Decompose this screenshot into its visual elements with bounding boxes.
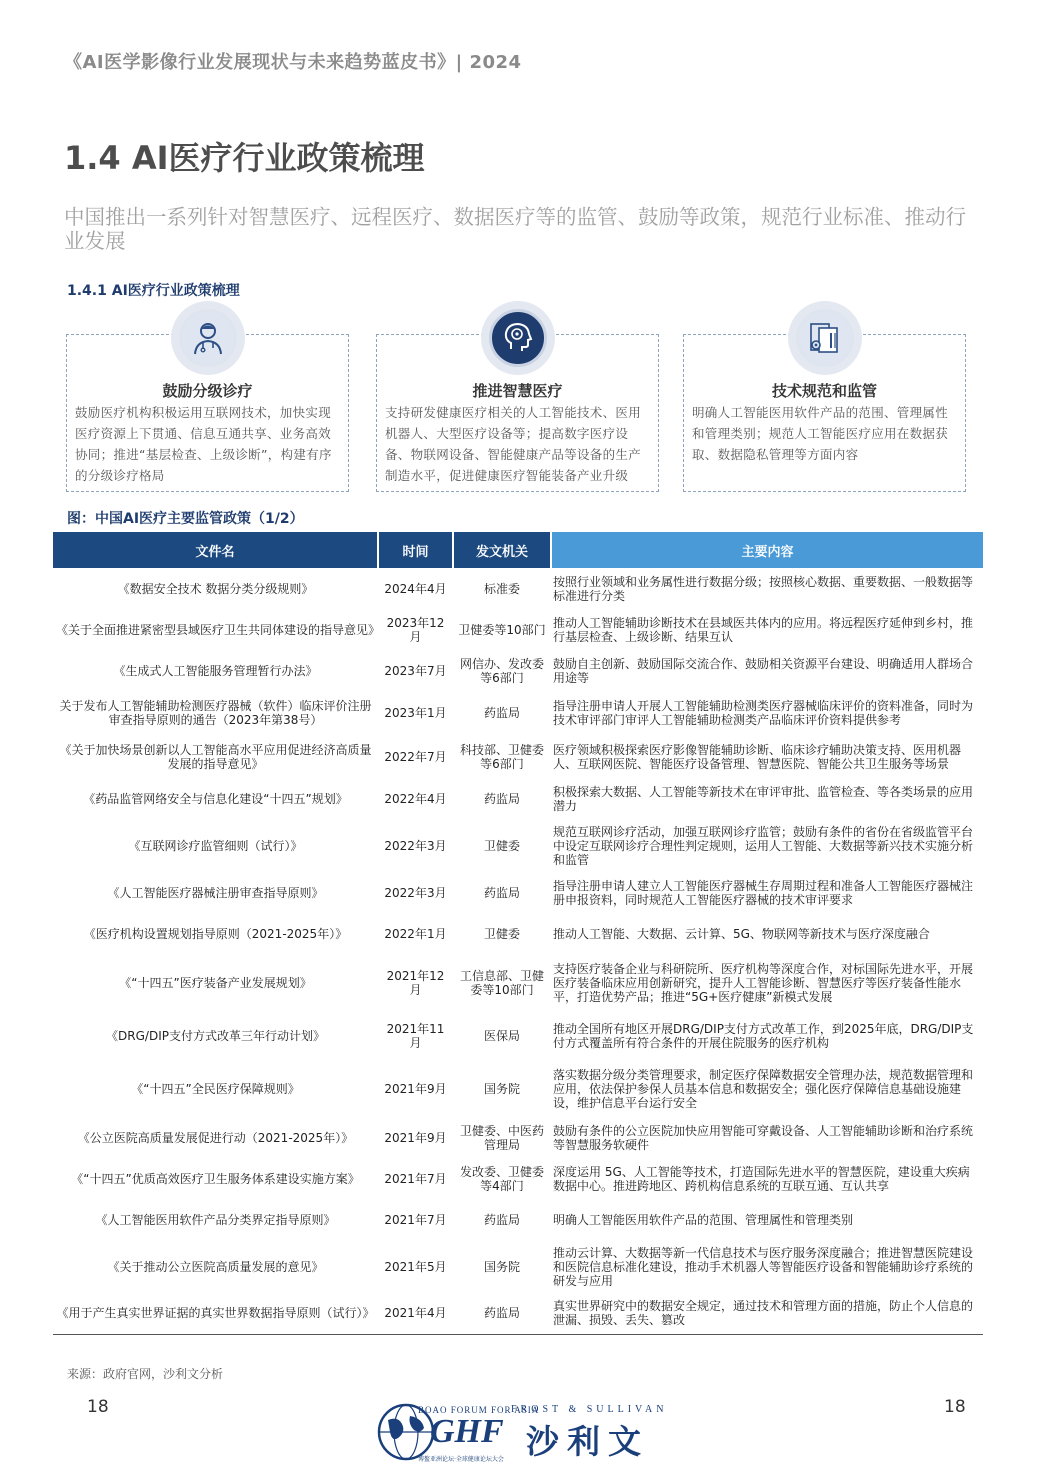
policy-date-cell: 2022年3月 <box>384 838 447 853</box>
policy-date-cell: 2021年4月 <box>378 1293 453 1334</box>
policy-date-cell: 2023年1月 <box>384 706 447 720</box>
policy-card-standards-regulation <box>683 334 966 492</box>
policy-name-cell: 《生成式人工智能服务管理暂行办法》 <box>113 663 318 678</box>
card-title: 鼓励分级诊疗 <box>162 382 253 400</box>
policy-content-cell: 医疗领域积极探索医疗影像智能辅助诊断、临床诊疗辅助决策支持、医用机器人、互联网医院、智能医疗设备管理、智慧医院、智能公共卫生服务等场景 <box>553 743 962 771</box>
policy-content-cell: 指导注册申请人开展人工智能辅助检测类医疗器械临床评价的资料准备，同时为技术审评部门审评人工智能辅助检测类产品临床评价资料提供参考 <box>553 699 974 727</box>
policy-date-cell: 2021年12月 <box>386 968 445 997</box>
policy-date-cell: 2022年1月 <box>384 926 447 941</box>
policy-content-cell: 推动人工智能、大数据、云计算、5G、物联网等新技术与医疗深度融合 <box>553 926 930 941</box>
policy-content-cell: 积极探索大数据、人工智能等新技术在审评审批、监管检查、等各类场景的应用潜力 <box>553 784 974 813</box>
policy-card-smart-healthcare <box>376 334 659 492</box>
frost-sullivan-logo-cn: 沙利文 <box>526 1422 649 1461</box>
policy-issuer-cell: 发改委、卫健委等4部门 <box>459 1164 544 1193</box>
policy-content-cell: 鼓励自主创新、鼓励国际交流合作、鼓励相关资源平台建设、明确适用人群场合用途等 <box>553 656 974 685</box>
sub-heading: 1.4.1 AI医疗行业政策梳理 <box>67 283 240 299</box>
policy-name-cell: 《DRG/DIP支付方式改革三年行动计划》 <box>106 1028 325 1043</box>
page-number-right: 18 <box>944 1397 966 1417</box>
table-row <box>53 691 983 735</box>
page-number-left: 18 <box>87 1397 109 1417</box>
policy-issuer-cell: 药监局 <box>483 791 520 806</box>
policy-name-cell: 《公立医院高质量发展促进行动（2021-2025年）》 <box>77 1130 354 1145</box>
policy-issuer-cell: 卫健委 <box>483 926 520 941</box>
ai-brain-icon <box>481 301 555 375</box>
card-text: 支持研发健康医疗相关的人工智能技术、医用机器人、大型医疗设备等；提高数字医疗设备、物联网设备、智能健康产品等设备的生产制造水平，促进健康医疗智能装备产业升级 <box>385 405 642 483</box>
column-header-issuer: 发文机关 <box>453 532 551 568</box>
policy-date-cell: 2023年12月 <box>386 615 445 644</box>
policy-issuer-cell: 卫健委、中医药管理局 <box>459 1123 544 1152</box>
table-row <box>53 735 983 779</box>
policy-date-cell: 2021年5月 <box>384 1259 447 1274</box>
policy-issuer-cell: 科技部、卫健委等6部门 <box>459 743 544 771</box>
document-header: 《AI医学影像行业发展现状与未来趋势蓝皮书》| 2024 <box>64 52 522 73</box>
doctor-icon <box>171 301 245 375</box>
policy-date-cell: 2021年9月 <box>384 1081 447 1096</box>
policy-content-cell: 按照行业领域和业务属性进行数据分级；按照核心数据、重要数据、一般数据等标准进行分类 <box>553 574 974 603</box>
policy-issuer-cell: 药监局 <box>483 886 520 900</box>
policy-date-cell: 2022年7月 <box>384 750 447 764</box>
policy-content-cell: 推动全国所有地区开展DRG/DIP支付方式改革工作，到2025年底，DRG/DIP支付方式覆盖所有符合条件的开展住院服务的医疗机构 <box>553 1021 974 1050</box>
policy-name-cell: 《关于加快场景创新以人工智能高水平应用促进经济高质量发展的指导意见》 <box>59 743 372 771</box>
table-row <box>53 1240 983 1293</box>
policy-date-cell: 2021年7月 <box>384 1212 447 1227</box>
policy-date-cell: 2021年9月 <box>384 1130 447 1145</box>
section-subtitle: 中国推出一系列针对智慧医疗、远程医疗、数据医疗等的监管、鼓励等政策，规范行业标准、推动行业发展 <box>64 205 966 253</box>
table-row <box>53 609 983 650</box>
policy-date-cell: 2022年3月 <box>384 886 447 900</box>
column-header-name: 文件名 <box>53 532 378 568</box>
policy-date-cell: 2021年11月 <box>386 1021 445 1050</box>
policy-name-cell: 《人工智能医用软件产品分类界定指导原则》 <box>95 1212 336 1227</box>
policy-issuer-cell: 药监局 <box>453 1293 551 1334</box>
policy-name-cell: 《药品监管网络安全与信息化建设“十四五”规划》 <box>83 791 348 806</box>
policy-content-cell: 真实世界研究中的数据安全规定，通过技术和管理方面的措施，防止个人信息的泄漏、损毁、丢失、篡改 <box>551 1293 983 1334</box>
policy-name-cell: 《互联网诊疗监管细则（试行）》 <box>128 838 303 853</box>
policy-content-cell: 支持医疗装备企业与科研院所、医疗机构等深度合作，对标国际先进水平，开展医疗装备临床应用创新研究，提升人工智能诊断、智慧医疗等医疗装备性能水平，打造优势产品；推进“5G+医疗健康”新模式发展 <box>553 961 974 1004</box>
table-row <box>53 650 983 691</box>
policy-content-cell: 落实数据分级分类管理要求，制定医疗保障数据安全管理办法，规范数据管理和应用，依法保护参保人员基本信息和数据安全；强化医疗保障信息基础设施建设，维护信息平台运行安全 <box>553 1067 974 1110</box>
table-row <box>53 1117 983 1158</box>
policy-issuer-cell: 药监局 <box>483 1212 520 1227</box>
card-title: 推进智慧医疗 <box>472 382 563 400</box>
policy-issuer-cell: 药监局 <box>483 706 520 720</box>
policy-issuer-cell: 卫健委等10部门 <box>458 622 546 637</box>
policy-name-cell: 《“十四五”全民医疗保障规则》 <box>131 1081 300 1096</box>
policy-name-cell: 《医疗机构设置规划指导原则（2021-2025年）》 <box>83 926 348 941</box>
table-row <box>53 954 983 1011</box>
policy-name-cell: 《关于推动公立医院高质量发展的意见》 <box>107 1259 324 1274</box>
policy-date-cell: 2023年7月 <box>384 663 447 678</box>
policy-content-cell: 推动云计算、大数据等新一代信息技术与医疗服务深度融合；推进智慧医院建设和医院信息标准化建设，推动手术机器人等智能医疗设备和智能辅助诊疗系统的研发与应用 <box>553 1245 974 1288</box>
policy-issuer-cell: 标准委 <box>483 581 520 596</box>
card-text: 明确人工智能医用软件产品的范围、管理属性和管理类别；规范人工智能医疗应用在数据获取、数据隐私管理等方面内容 <box>692 405 949 462</box>
source-note: 来源：政府官网，沙利文分析 <box>67 1367 224 1381</box>
table-row <box>53 568 983 609</box>
policy-content-cell: 深度运用 5G、人工智能等技术，打造国际先进水平的智慧医院，建设重大疾病数据中心。推进跨地区、跨机构信息系统的互联互通、互认共享 <box>553 1164 970 1193</box>
table-row <box>53 818 983 873</box>
policy-table <box>53 532 983 1335</box>
policy-issuer-cell: 卫健委 <box>483 838 520 853</box>
ghf-logo-subtext: 博鳌亚洲论坛·全球健康论坛大会 <box>418 1456 504 1463</box>
table-header-row <box>53 532 983 568</box>
column-header-date: 时间 <box>378 532 453 568</box>
table-row <box>53 1199 983 1240</box>
standards-document-icon <box>788 301 862 375</box>
section-title: 1.4 AI医疗行业政策梳理 <box>64 139 425 177</box>
policy-name-cell: 《“十四五”优质高效医疗卫生服务体系建设实施方案》 <box>71 1171 360 1186</box>
table-row <box>53 1011 983 1060</box>
table-row <box>53 779 983 818</box>
policy-name-cell: 《人工智能医疗器械注册审查指导原则》 <box>107 886 324 900</box>
policy-date-cell: 2024年4月 <box>384 581 447 596</box>
policy-card-tiered-care <box>66 334 349 492</box>
policy-issuer-cell: 医保局 <box>483 1028 520 1043</box>
policy-name-cell: 《数据安全技术 数据分类分级规则》 <box>117 581 314 596</box>
card-title: 技术规范和监管 <box>771 382 877 400</box>
table-row <box>53 1158 983 1199</box>
ghf-logo-tagline: BOAO FORUM FOR ASIA <box>418 1405 540 1415</box>
policy-name-cell: 《关于全面推进紧密型县域医疗卫生共同体建设的指导意见》 <box>56 622 381 637</box>
policy-issuer-cell: 工信息部、卫健委等10部门 <box>459 968 544 997</box>
policy-date-cell: 2022年4月 <box>384 791 447 806</box>
policy-content-cell: 指导注册申请人建立人工智能医疗器械生存周期过程和准备人工智能医疗器械注册申报资料，同时规范人工智能医疗器械的技术审评要求 <box>553 879 974 907</box>
policy-issuer-cell: 国务院 <box>483 1259 520 1274</box>
policy-date-cell: 2021年7月 <box>384 1171 447 1186</box>
policy-issuer-cell: 网信办、发改委等6部门 <box>459 656 544 685</box>
column-header-content: 主要内容 <box>551 532 983 568</box>
ghf-logo: GHF <box>430 1413 504 1450</box>
policy-name-cell: 《用于产生真实世界证据的真实世界数据指导原则（试行）》 <box>53 1293 378 1334</box>
policy-name-cell: 关于发布人工智能辅助检测医疗器械（软件）临床评价注册审查指导原则的通告（2023年第38号） <box>59 699 372 727</box>
policy-content-cell: 推动人工智能辅助诊断技术在县域医共体内的应用。将远程医疗延伸到乡村，推行基层检查、上级诊断、结果互认 <box>553 615 974 644</box>
policy-content-cell: 明确人工智能医用软件产品的范围、管理属性和管理类别 <box>553 1212 854 1227</box>
policy-content-cell: 鼓励有条件的公立医院加快应用智能可穿戴设备、人工智能辅助诊断和治疗系统等智慧服务软硬件 <box>553 1123 974 1152</box>
table-row <box>53 913 983 954</box>
table-row <box>53 1060 983 1117</box>
figure-title: 图：中国AI医疗主要监管政策（1/2） <box>67 511 304 527</box>
policy-content-cell: 规范互联网诊疗活动，加强互联网诊疗监管；鼓励有条件的省份在省级监管平台中设定互联网诊疗合理性判定规则，运用人工智能、大数据等新兴技术实施分析和监管 <box>553 824 974 867</box>
frost-sullivan-logo-en: FROST & SULLIVAN <box>511 1404 668 1415</box>
table-row <box>53 1293 983 1334</box>
policy-issuer-cell: 国务院 <box>483 1081 520 1096</box>
policy-name-cell: 《“十四五”医疗装备产业发展规划》 <box>119 975 312 990</box>
card-text: 鼓励医疗机构积极运用互联网技术，加快实现医疗资源上下贯通、信息互通共享、业务高效协同；推进“基层检查、上级诊断”，构建有序的分级诊疗格局 <box>75 405 332 483</box>
table-row <box>53 873 983 913</box>
